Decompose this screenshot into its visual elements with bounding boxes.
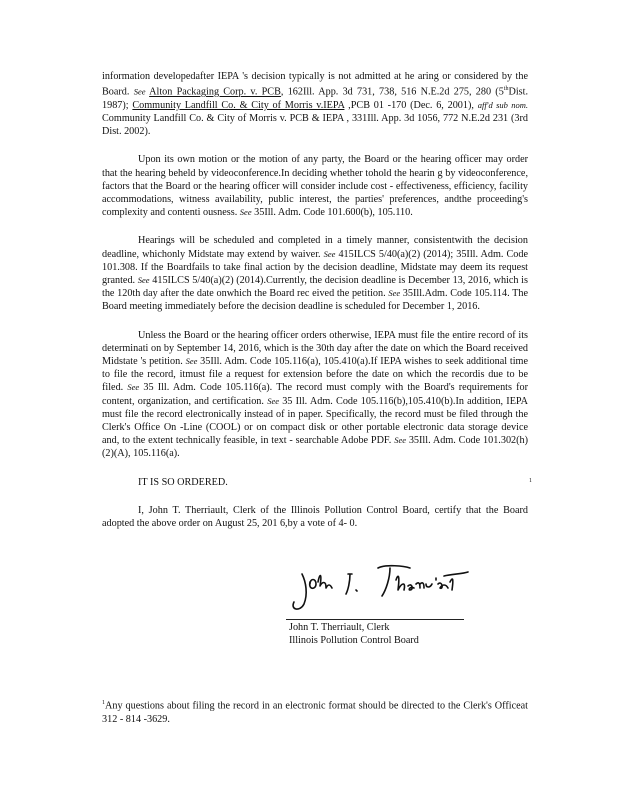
paragraph-videoconference: Upon its own motion or the motion of any party, the Board or the hearing officer may order that the hearing beheld by videoconference.In deciding whether tohold the hearin g by videoconference, factors that the Board or the hearing officer will consider include cost - effectiveness, efficiency, facility accommodations, witness availability, public interest, the parties' preferences, andthe proceeding's complexity and contenti ousness. See 35Ill. Adm. Code 101.600(b), 105.110.	[102, 154, 528, 219]
footnote-text: Any questions about filing the record in an electronic format should be directed to the Clerk's Officeat 312 - 814 -3629.	[102, 700, 528, 725]
clerk-signature-block	[289, 621, 419, 647]
affd-signal: aff'd sub nom.	[477, 99, 528, 110]
paragraph-record-filing: Unless the Board or the hearing officer orders otherwise, IEPA must file the entire record of its determinati on by September 14, 2016, which is the 30th day after the date on which the Board received Midstate 's petition. See 35Ill. Adm. Code 105.116(a), 105.410(a).If IEPA wishes to seek additional time to file the record, itmust file a request for extension before the date on which the recordis due to be filed. See 35 Ill. Adm. Code 105.116(a). The record must comply with the Board's requirements for content, organization, and certification. See 35 Ill. Adm. Code 105.116(b),105.410(b).In addition, IEPA must file the record electronically instead of in paper. Specifically, the record must be filed through the Clerk's Office On -Line (COOL) or on compact disk or other portable electronic data storage device and, to the extent technically feasible, in text - searchable Adobe PDF. See 35Ill. Adm. Code 101.302(h)(2)(A), 105.116(a).	[102, 329, 529, 460]
ordered-line: IT IS SO ORDERED.	[138, 476, 228, 488]
see-signal: See	[239, 207, 252, 218]
case-citation: Community Landfill Co. & City of Morris v.IEPA	[132, 99, 345, 111]
see-signal: See	[137, 275, 150, 286]
signature-line	[286, 619, 464, 620]
signature-graphic	[286, 560, 476, 616]
paragraph-record-citations: information developedafter IEPA 's decision typically is not admitted at he aring or considered by the Board. See Alton Packaging Corp. v. PCB, 162Ill. App. 3d 731, 738, 516 N.E.2d 275, 280 (5thDist. 1987); Community Landfill Co. & City of Morris v.IEPA ,PCB 01 -170 (Dec. 6, 2001), aff'd sub nom. Community Landfill Co. & City of Morris v. PCB & IEPA , 331Ill. App. 3d 1056, 772 N.E.2d 231 (3rd Dist. 2002).	[102, 71, 528, 138]
document-body	[102, 70, 528, 530]
clerk-name: John T. Therriault, Clerk	[289, 622, 390, 633]
paragraph-hearings: Hearings will be scheduled and completed in a timely manner, consistentwith the decision deadline, whichonly Midstate may extend by waiver. See 415ILCS 5/40(a)(2) (2014); 35Ill. Adm. Code 101.308. If the Boardfails to take final action by the decision deadline, Midstate may deem its request granted. See 415ILCS 5/40(a)(2) (2014).Currently, the decision deadline is December 13, 2016, which is the 120th day after the date onwhich the Board rec eived the petition. See 35Ill.Adm. Code 105.114. The Board meeting immediately before the decision deadline is scheduled for December 1, 2016.	[102, 235, 528, 313]
handwritten-signature	[286, 560, 476, 616]
see-signal: See	[394, 435, 406, 446]
see-signal: See	[388, 288, 401, 299]
footnote-reference: 1	[529, 478, 532, 484]
footnote	[102, 697, 528, 726]
see-signal: See	[185, 356, 198, 367]
clerk-certification: I, John T. Therriault, Clerk of the Illinois Pollution Control Board, certify that the Board adopted the above order on August 25, 201 6,by a vote of 4- 0.	[102, 504, 528, 530]
case-citation: Alton Packaging Corp. v. PCB	[149, 86, 281, 98]
clerk-organization: Illinois Pollution Control Board	[289, 635, 419, 647]
see-signal: See	[323, 248, 336, 259]
see-signal: See	[133, 86, 146, 97]
see-signal: See	[127, 382, 140, 393]
footnote-mark: 1	[102, 700, 105, 706]
see-signal: See	[267, 395, 279, 406]
